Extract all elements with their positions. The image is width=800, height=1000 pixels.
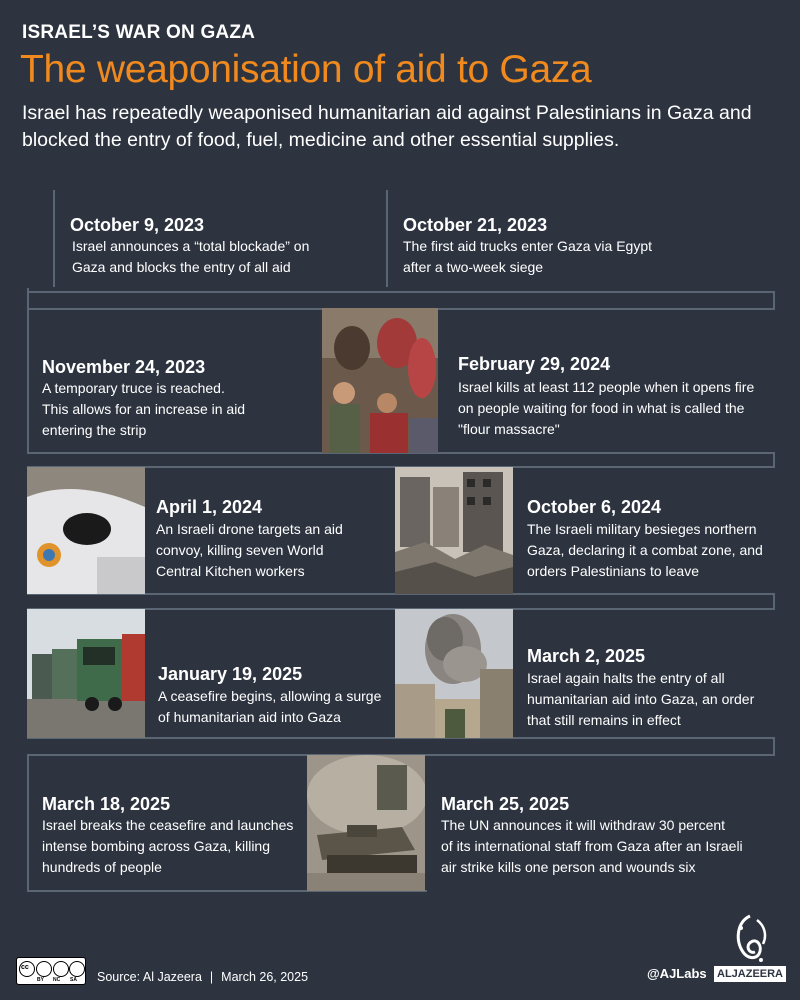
event-description: The UN announces it will withdraw 30 percent of its international staff from Gaza after an Israeli air strike kills one person and wounds six xyxy=(441,817,743,875)
photo-flour-massacre xyxy=(322,308,438,453)
event-date: March 18, 2025 xyxy=(42,794,171,814)
event-date: October 9, 2023 xyxy=(70,215,205,235)
al-jazeera-wordmark: ALJAZEERA xyxy=(714,966,786,982)
page-title: The weaponisation of aid to Gaza xyxy=(20,48,592,91)
creative-commons-icon: cc BY NC SA xyxy=(16,957,86,985)
event-description: The Israeli military besieges northern Gaza, declaring it a combat zone, and orders Palestinians to leave xyxy=(527,521,763,579)
ajlabs-handle: @AJLabs xyxy=(647,966,707,981)
al-jazeera-logo-icon xyxy=(727,912,773,964)
event-description: Israel kills at least 112 people when it opens fire on people waiting for food in what is called the "flour massacre" xyxy=(458,379,755,437)
photo-tank xyxy=(307,755,425,891)
photo-northern-gaza-ruins xyxy=(395,467,513,594)
event-date: February 29, 2024 xyxy=(458,354,611,374)
event-date: March 2, 2025 xyxy=(527,646,646,666)
event-description: A ceasefire begins, allowing a surge of humanitarian aid into Gaza xyxy=(158,688,382,725)
event-description: An Israeli drone targets an aid convoy, killing seven World Central Kitchen workers xyxy=(156,521,343,579)
event-description: Israel announces a “total blockade” on Gaza and blocks the entry of all aid xyxy=(72,238,310,275)
event-description: Israel again halts the entry of all humanitarian aid into Gaza, an order that still remains in effect xyxy=(527,670,755,728)
footer-source: Source: Al Jazeera | March 26, 2025 xyxy=(97,970,309,984)
event-description: A temporary truce is reached. This allows for an increase in aid entering the strip xyxy=(42,380,246,438)
event-description: Israel breaks the ceasefire and launches intense bombing across Gaza, killing hundreds of people xyxy=(42,817,294,875)
event-date: October 6, 2024 xyxy=(527,497,662,517)
photo-aid-convoy-car xyxy=(27,467,145,594)
kicker: ISRAEL’S WAR ON GAZA xyxy=(22,22,256,43)
photo-aid-trucks xyxy=(27,609,145,738)
event-date: March 25, 2025 xyxy=(441,794,570,814)
subtitle: Israel has repeatedly weaponised humanitarian aid against Palestinians in Gaza and blocked the entry of food, fuel, medicine and other essential supplies. xyxy=(22,102,752,151)
event-date: April 1, 2024 xyxy=(156,497,263,517)
event-description: The first aid trucks enter Gaza via Egypt after a two-week siege xyxy=(403,238,652,275)
event-date: November 24, 2023 xyxy=(42,357,206,377)
photo-smoke-strike xyxy=(395,609,513,738)
event-date: January 19, 2025 xyxy=(158,664,303,684)
event-date: October 21, 2023 xyxy=(403,215,548,235)
